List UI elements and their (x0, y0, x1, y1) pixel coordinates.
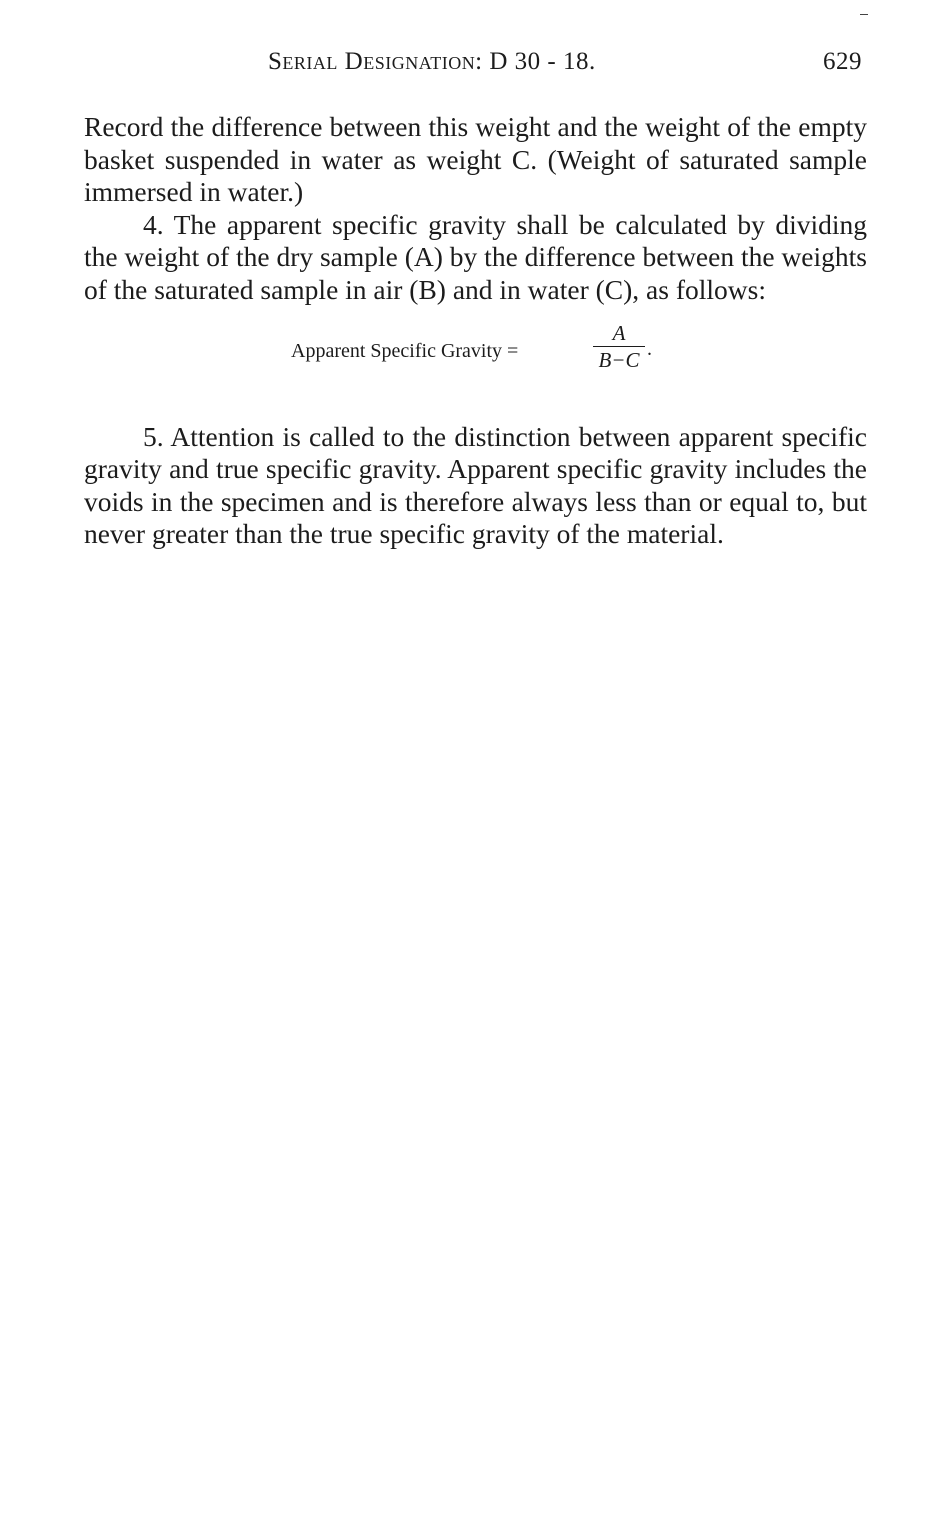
body-text (84, 111, 867, 551)
running-header (260, 48, 880, 84)
paragraph-4-apparent-specific-gravity: 4. The apparent specific gravity shall be calculated by dividing the weight of the dry sample (A) by the difference between the weights of the saturated sample in air (B) and in water (C), as follows: (84, 208, 867, 305)
paragraph-record-weight-c: Record the difference between this weight and the weight of the empty basket suspended in water as weight C. (Weight of saturated sample immersed in water.) (84, 111, 867, 208)
formula-denominator: B−C (598, 347, 640, 372)
formula-fraction (589, 321, 649, 372)
margin-mark (860, 14, 868, 15)
fraction-bar (593, 346, 645, 347)
paragraph-5-attention: 5. Attention is called to the distinction between apparent specific gravity and true specific gravity. Apparent specific gravity includes the voids in the specimen and is therefore always less than or equal to, but never greater than the true specific gravity of the material. (84, 420, 867, 550)
formula-label: Apparent Specific Gravity = (291, 339, 519, 362)
formula-numerator: A (612, 320, 626, 345)
formula-period: . (647, 337, 652, 360)
running-title: Serial Designation: D 30 - 18. (268, 48, 596, 75)
page-number: 629 (823, 48, 862, 75)
formula-apparent-specific-gravity (84, 307, 867, 407)
